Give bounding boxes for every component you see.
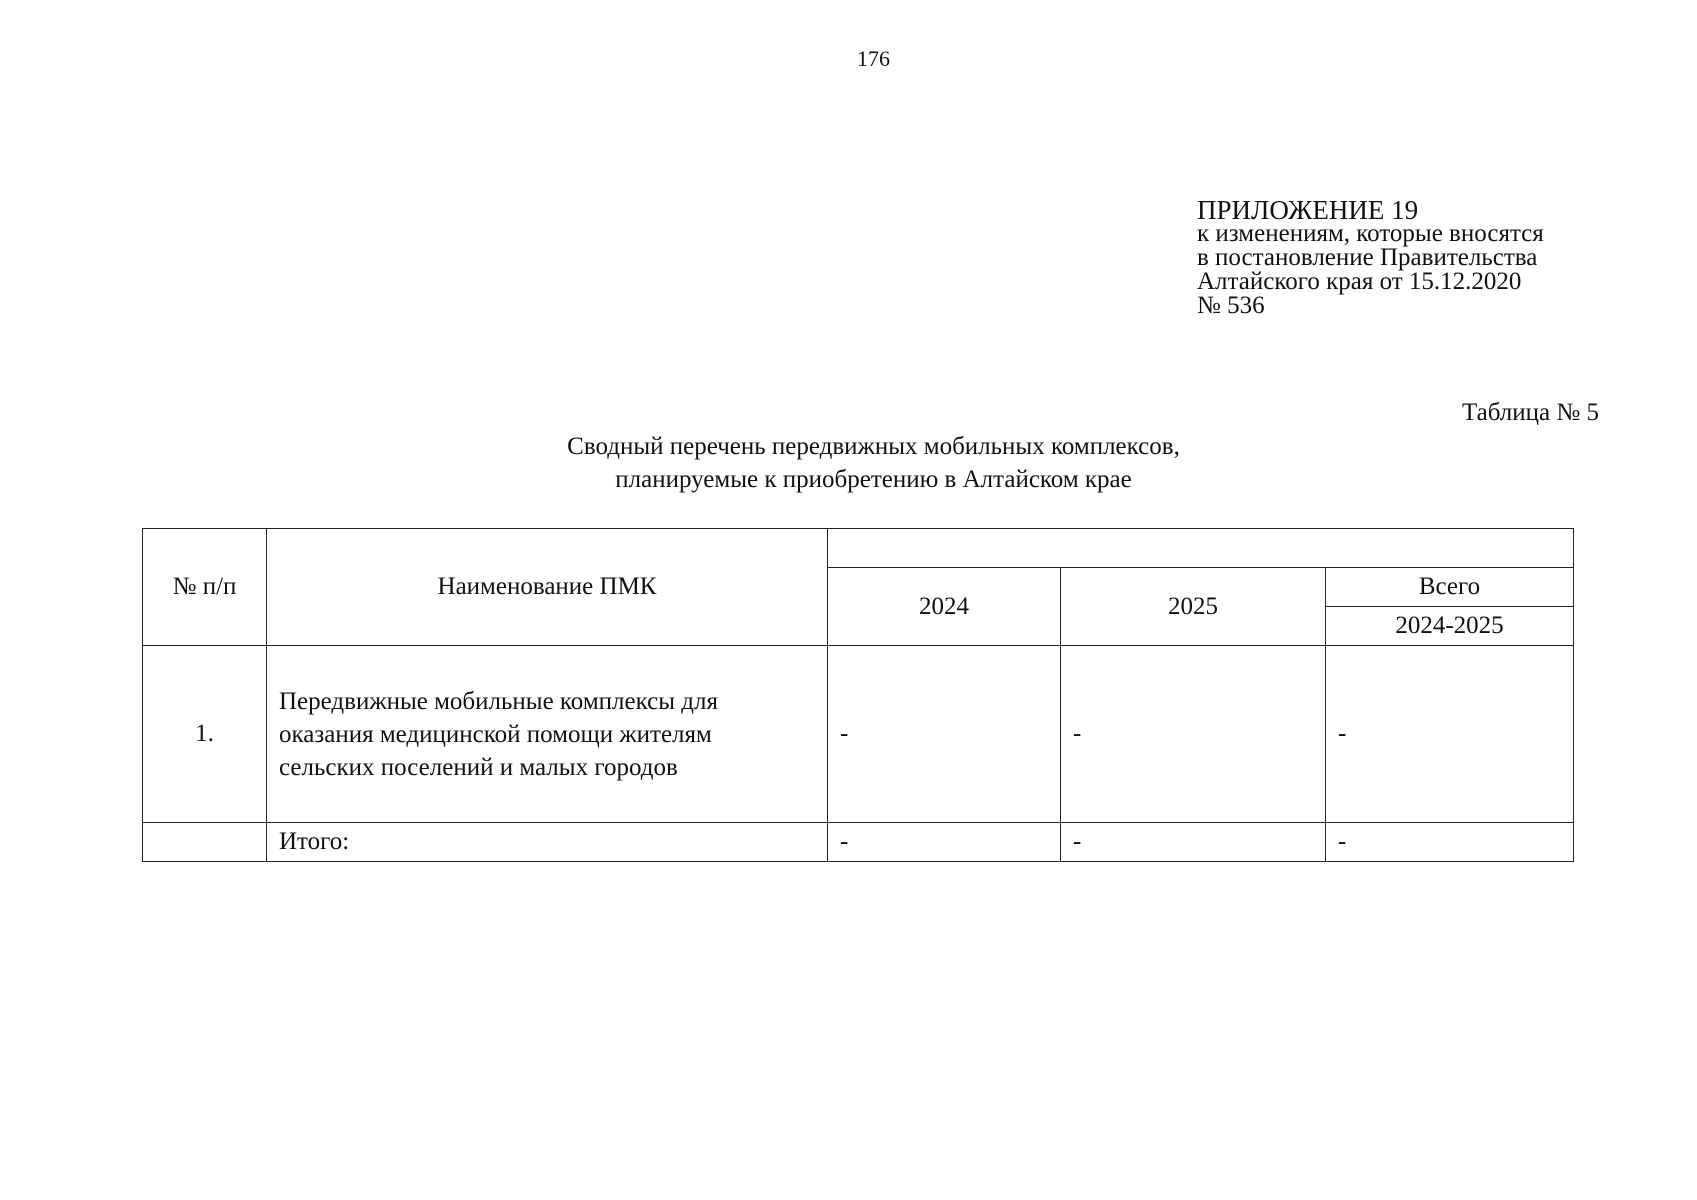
total-row-number-cell (143, 823, 267, 862)
header-total: Всего (1326, 568, 1574, 607)
row-name-line: оказания медицинской помощи жителям (279, 720, 712, 748)
header-number: № п/п (143, 529, 267, 646)
total-label: Итого: (267, 823, 828, 862)
row-value-2025: - (1061, 646, 1326, 823)
row-value-total: - (1326, 646, 1574, 823)
total-value-2025: - (1061, 823, 1326, 862)
pmk-table (142, 528, 1574, 862)
table-label: Таблица № 5 (1461, 399, 1599, 426)
row-name-line: Передвижные мобильные комплексы для (279, 687, 718, 715)
row-name (267, 646, 828, 823)
title-line: Сводный перечень передвижных мобильных комплексов, (567, 433, 1180, 460)
row-value-2024: - (828, 646, 1061, 823)
header-name: Наименование ПМК (267, 529, 828, 646)
header-total-period: 2024-2025 (1326, 607, 1574, 646)
header-year-2024: 2024 (828, 568, 1061, 646)
total-row (143, 823, 1574, 862)
appendix-line: Алтайского края от 15.12.2020 (1197, 268, 1522, 295)
header-year-2025: 2025 (1061, 568, 1326, 646)
row-number: 1. (143, 646, 267, 823)
title-line: планируемые к приобретению в Алтайском крае (615, 466, 1132, 493)
appendix-heading: ПРИЛОЖЕНИЕ 19 (1197, 195, 1419, 225)
appendix-block (1197, 195, 1544, 319)
appendix-line: № 536 (1197, 292, 1265, 319)
row-name-line: сельских поселений и малых городов (279, 753, 678, 781)
page-number: 176 (857, 46, 890, 71)
table-row (143, 646, 1574, 823)
appendix-line: к изменениям, которые вносятся (1197, 220, 1544, 247)
total-value-2024: - (828, 823, 1061, 862)
document-title (0, 430, 1697, 496)
header-span-cell (828, 529, 1574, 568)
appendix-line: в постановление Правительства (1197, 244, 1538, 271)
total-value-total: - (1326, 823, 1574, 862)
